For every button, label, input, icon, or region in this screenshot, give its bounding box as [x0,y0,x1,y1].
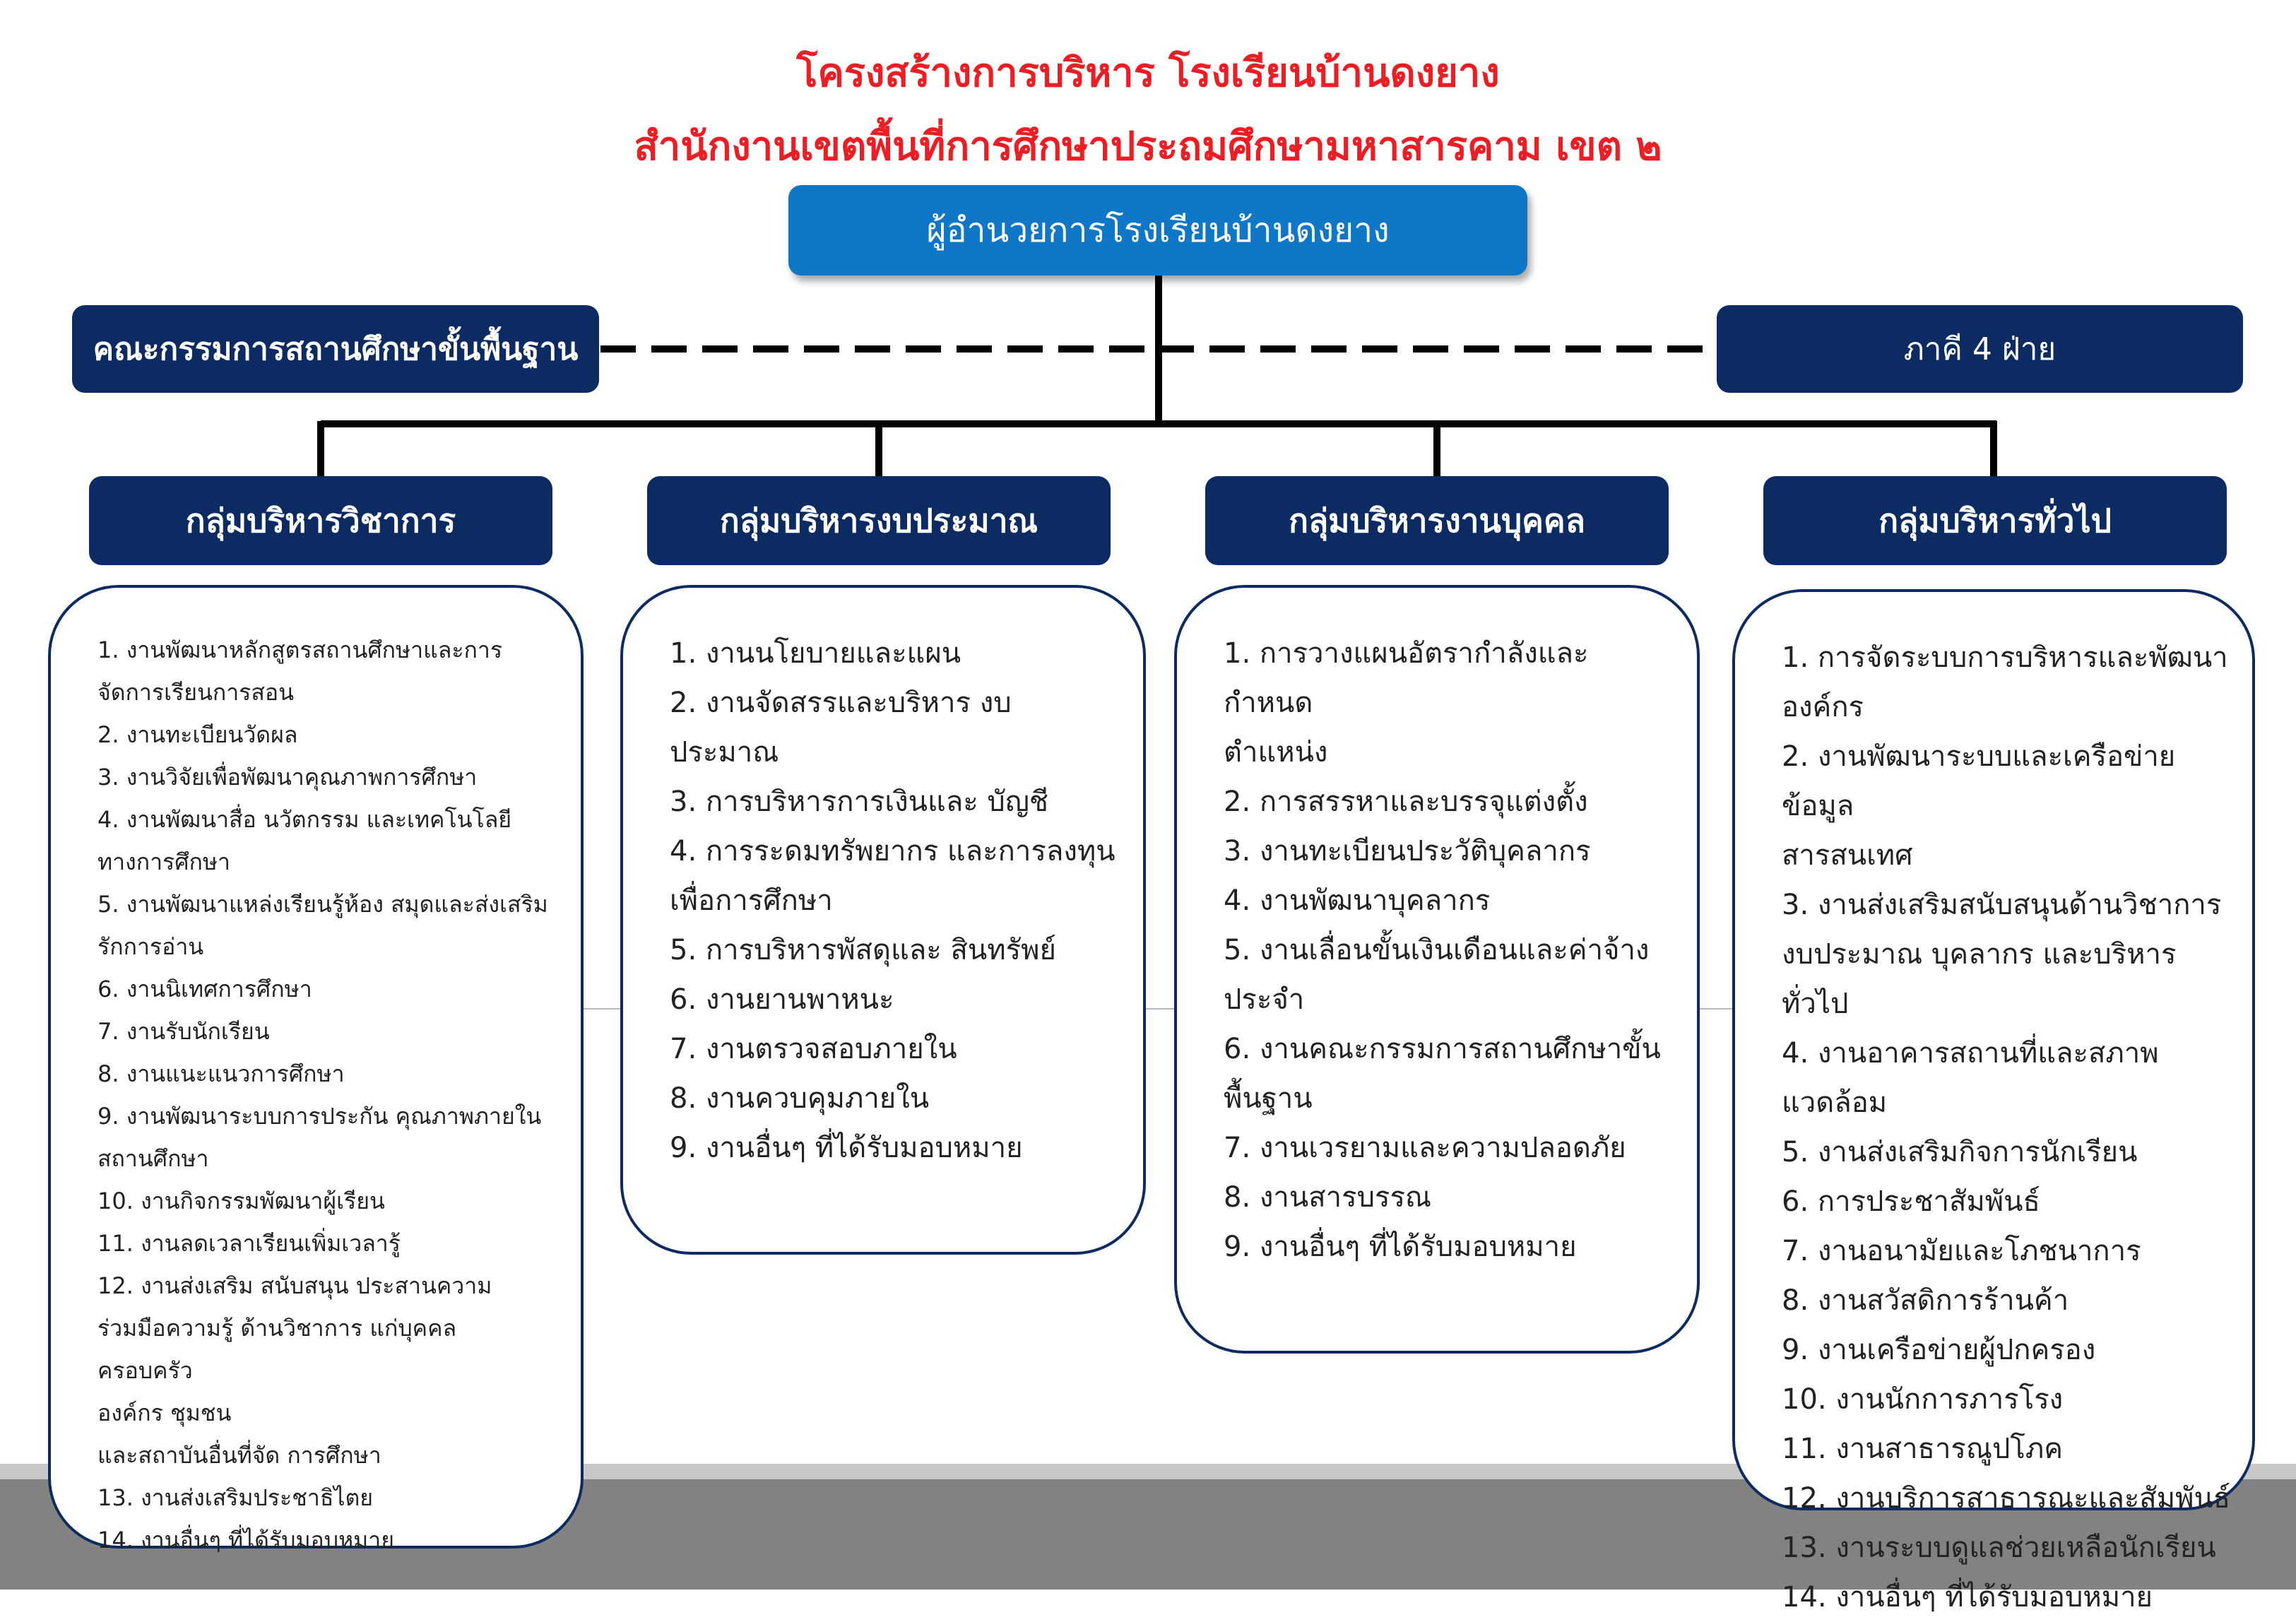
task-item: 8. งานสวัสดิการร้านค้า [1782,1284,2069,1317]
task-item: 4. งานพัฒนาบุคลากร [1224,884,1491,917]
task-item: 3. งานวิจัยเพื่อพัฒนาคุณภาพการศึกษา [97,764,478,791]
director-box: ผู้อำนวยการโรงเรียนบ้านดงยาง [788,185,1527,276]
page-subtitle: สำนักงานเขตพื้นที่การศึกษาประถมศึกษามหาสารคาม เขต ๒ [634,124,1662,170]
task-item: 3. งานส่งเสริมสนับสนุนด้านวิชาการ [1782,889,2222,921]
task-item: 3. งานทะเบียนประวัติบุคลากร [1224,835,1591,868]
group-budget-card [620,585,1146,1255]
group-budget-header: กลุ่มบริหารงบประมาณ [647,476,1111,565]
task-item: 10. งานนักการภารโรง [1782,1383,2064,1416]
task-item: 5. งานเลื่อนขั้นเงินเดือนและค่าจ้าง [1224,934,1650,966]
task-item: 1. การจัดระบบการบริหารและพัฒนา [1782,641,2228,674]
task-item: 14. งานอื่นๆ ที่ได้รับมอบหมาย [97,1527,394,1553]
group-personnel-header: กลุ่มบริหารงานบุคคล [1205,476,1669,565]
task-item: 5. การบริหารพัสดุและ สินทรัพย์ [670,934,1056,966]
group-academic-card [48,585,584,1553]
page-title: โครงสร้างการบริหาร โรงเรียนบ้านดงยาง [796,50,1500,96]
committee-box: คณะกรรมการสถานศึกษาขั้นพื้นฐาน [72,305,599,393]
task-item: 2. การสรรหาและบรรจุแต่งตั้ง [1224,786,1588,818]
task-item: พื้นฐาน [1224,1082,1313,1115]
task-item: 8. งานแนะแนวการศึกษา [97,1060,345,1087]
task-item: 1. งานนโยบายและแผน [670,637,961,670]
task-item: งบประมาณ บุคลากร และบริหารทั่วไป [1782,938,2177,1020]
group-general-card [1732,589,2255,1614]
task-item: 5. งานพัฒนาแหล่งเรียนรู้ห้อง สมุดและส่งเสริม [97,891,548,918]
task-item: 12. งานส่งเสริม สนับสนุน ประสานความ [97,1272,492,1299]
task-item: 6. งานนิเทศการศึกษา [97,976,312,1002]
task-item: ร่วมมือความรู้ ด้านวิชาการ แก่บุคคล ครอบครัว [97,1315,457,1384]
task-item: เพื่อการศึกษา [670,884,833,917]
task-item: และสถาบันอื่นที่จัด การศึกษา [97,1442,381,1469]
task-item: ประจำ [1224,983,1305,1016]
task-item: สารสนเทศ [1782,839,1913,872]
group-academic-header: กลุ่มบริหารวิชาการ [89,476,552,565]
task-item: 6. งานคณะกรรมการสถานศึกษาขั้น [1224,1033,1661,1065]
task-item: องค์กร [1782,691,1864,723]
task-item: 13. งานส่งเสริมประชาธิไตย [97,1484,373,1511]
group-general-header: กลุ่มบริหารทั่วไป [1763,476,2227,565]
task-item: 7. งานรับนักเรียน [97,1018,270,1045]
task-item: 4. การระดมทรัพยากร และการลงทุน [670,835,1116,868]
task-item: รักการอ่าน [97,933,204,960]
task-item: 1. งานพัฒนาหลักสูตรสถานศึกษาและการ [97,637,503,663]
task-item: 6. งานยานพาหนะ [670,983,894,1016]
task-item: 4. งานพัฒนาสื่อ นวัตกรรม และเทคโนโลยี [97,806,512,833]
task-item: 11. งานสาธารณูปโภค [1782,1433,2064,1465]
task-item: ตำแหน่ง [1224,736,1328,769]
task-item: 9. งานเครือข่ายผู้ปกครอง [1782,1334,2096,1366]
partners-box: ภาคี 4 ฝ่าย [1717,305,2243,393]
task-item: 11. งานลดเวลาเรียนเพิ่มเวลารู้ [97,1230,401,1257]
task-item: 4. งานอาคารสถานที่และสภาพแวดล้อม [1782,1037,2159,1119]
task-item: 14. งานอื่นๆ ที่ได้รับมอบหมาย [1782,1581,2153,1614]
task-item: 8. งานควบคุมภายใน [670,1082,930,1115]
task-item: 9. งานอื่นๆ ที่ได้รับมอบหมาย [670,1132,1023,1164]
task-item: 9. งานพัฒนาระบบการประกัน คุณภาพภายใน [97,1103,542,1130]
task-item: 2. งานทะเบียนวัดผล [97,721,298,748]
task-item: สถานศึกษา [97,1145,209,1172]
task-item: 9. งานอื่นๆ ที่ได้รับมอบหมาย [1224,1231,1577,1263]
group-personnel-card [1174,585,1700,1354]
task-item: 2. งานจัดสรรและบริหาร งบประมาณ [670,687,1012,769]
task-item: 3. การบริหารการเงินและ บัญชี [670,786,1049,818]
task-item: องค์กร ชุมชน [97,1399,232,1426]
task-item: 2. งานพัฒนาระบบและเครือข่ายข้อมูล [1782,740,2176,822]
task-item: 7. งานอนามัยและโภชนาการ [1782,1235,2141,1267]
task-item: 8. งานสารบรรณ [1224,1181,1432,1214]
task-item: ทางการศึกษา [97,848,230,875]
task-item: จัดการเรียนการสอน [97,679,294,706]
task-item: 6. การประชาสัมพันธ์ [1782,1185,2040,1218]
task-item: 10. งานกิจกรรมพัฒนาผู้เรียน [97,1188,385,1214]
task-item: 13. งานระบบดูแลช่วยเหลือนักเรียน [1782,1532,2216,1564]
task-item: 5. งานส่งเสริมกิจการนักเรียน [1782,1136,2138,1168]
task-item: 1. การวางแผนอัตรากำลังและกำหนด [1224,637,1589,719]
task-item: 7. งานตรวจสอบภายใน [670,1033,957,1065]
task-item: 12. งานบริการสาธารณะและสัมพันธ์ [1782,1482,2231,1515]
task-item: 7. งานเวรยามและความปลอดภัย [1224,1132,1626,1164]
